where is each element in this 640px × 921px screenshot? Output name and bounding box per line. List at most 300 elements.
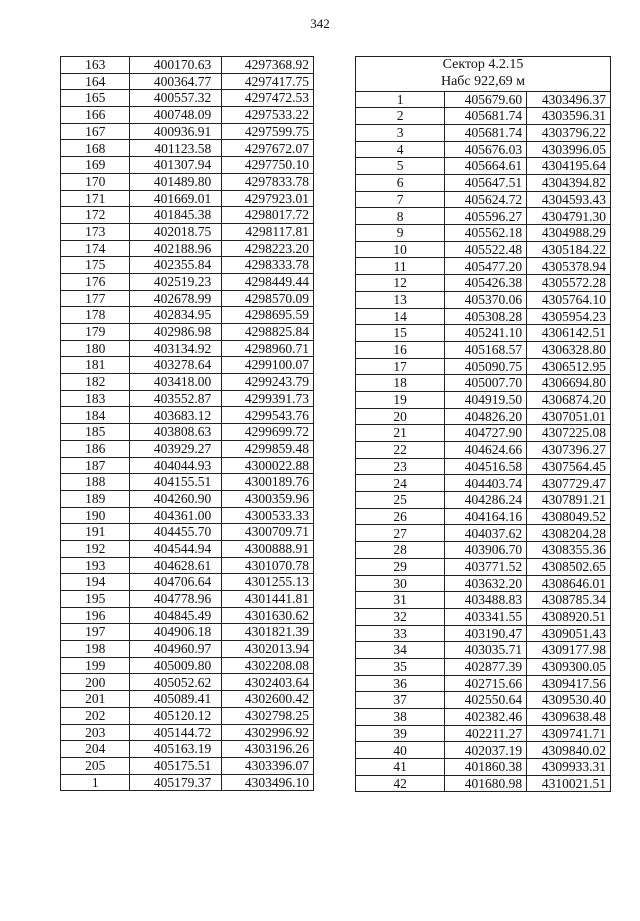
point-number-cell: 204 <box>61 741 130 758</box>
y-coordinate-cell: 4305764.10 <box>527 291 611 308</box>
x-coordinate-cell: 405676.03 <box>445 141 527 158</box>
x-coordinate-cell: 405370.06 <box>445 291 527 308</box>
x-coordinate-cell: 405681.74 <box>445 108 527 125</box>
point-number-cell: 31 <box>356 592 445 609</box>
point-number-cell: 41 <box>356 759 445 776</box>
table-row <box>61 507 314 524</box>
y-coordinate-cell: 4309741.71 <box>527 725 611 742</box>
x-coordinate-cell: 403906.70 <box>445 542 527 559</box>
table-row <box>356 175 611 192</box>
table-row <box>356 158 611 175</box>
y-coordinate-cell: 4300359.96 <box>222 490 314 507</box>
point-number-cell: 30 <box>356 575 445 592</box>
x-coordinate-cell: 404361.00 <box>130 507 222 524</box>
y-coordinate-cell: 4308355.36 <box>527 542 611 559</box>
table-row <box>61 707 314 724</box>
point-number-cell: 166 <box>61 107 130 124</box>
table-row <box>61 490 314 507</box>
x-coordinate-cell: 403771.52 <box>445 558 527 575</box>
x-coordinate-cell: 405168.57 <box>445 341 527 358</box>
point-number-cell: 171 <box>61 190 130 207</box>
point-number-cell: 9 <box>356 225 445 242</box>
x-coordinate-cell: 404544.94 <box>130 540 222 557</box>
x-coordinate-cell: 402211.27 <box>445 725 527 742</box>
point-number-cell: 185 <box>61 424 130 441</box>
y-coordinate-cell: 4303396.07 <box>222 757 314 774</box>
point-number-cell: 23 <box>356 458 445 475</box>
x-coordinate-cell: 405681.74 <box>445 124 527 141</box>
x-coordinate-cell: 404155.51 <box>130 474 222 491</box>
table-row <box>61 223 314 240</box>
table-row <box>356 258 611 275</box>
y-coordinate-cell: 4304593.43 <box>527 191 611 208</box>
y-coordinate-cell: 4309638.48 <box>527 709 611 726</box>
x-coordinate-cell: 404037.62 <box>445 525 527 542</box>
point-number-cell: 181 <box>61 357 130 374</box>
point-number-cell: 32 <box>356 608 445 625</box>
table-row <box>356 275 611 292</box>
table-row <box>61 540 314 557</box>
y-coordinate-cell: 4300709.71 <box>222 524 314 541</box>
table-row <box>61 474 314 491</box>
table-row <box>61 657 314 674</box>
y-coordinate-cell: 4298449.44 <box>222 273 314 290</box>
point-number-cell: 10 <box>356 241 445 258</box>
point-number-cell: 173 <box>61 223 130 240</box>
table-row <box>356 124 611 141</box>
y-coordinate-cell: 4309051.43 <box>527 625 611 642</box>
x-coordinate-cell: 404919.50 <box>445 391 527 408</box>
table-row <box>61 190 314 207</box>
point-number-cell: 167 <box>61 123 130 140</box>
y-coordinate-cell: 4307051.01 <box>527 408 611 425</box>
table-row <box>356 692 611 709</box>
x-coordinate-cell: 402355.84 <box>130 257 222 274</box>
y-coordinate-cell: 4309530.40 <box>527 692 611 709</box>
table-row <box>61 173 314 190</box>
y-coordinate-cell: 4303596.31 <box>527 108 611 125</box>
x-coordinate-cell: 404624.66 <box>445 442 527 459</box>
table-row <box>61 691 314 708</box>
y-coordinate-cell: 4307396.27 <box>527 442 611 459</box>
table-row <box>356 325 611 342</box>
y-coordinate-cell: 4305378.94 <box>527 258 611 275</box>
y-coordinate-cell: 4297923.01 <box>222 190 314 207</box>
x-coordinate-cell: 404260.90 <box>130 490 222 507</box>
y-coordinate-cell: 4300022.88 <box>222 457 314 474</box>
y-coordinate-cell: 4306328.80 <box>527 341 611 358</box>
point-number-cell: 200 <box>61 674 130 691</box>
y-coordinate-cell: 4308920.51 <box>527 608 611 625</box>
table-row <box>61 240 314 257</box>
point-number-cell: 11 <box>356 258 445 275</box>
table-row <box>356 241 611 258</box>
point-number-cell: 205 <box>61 757 130 774</box>
table-row <box>61 273 314 290</box>
point-number-cell: 194 <box>61 574 130 591</box>
point-number-cell: 203 <box>61 724 130 741</box>
point-number-cell: 165 <box>61 90 130 107</box>
point-number-cell: 15 <box>356 325 445 342</box>
point-number-cell: 4 <box>356 141 445 158</box>
y-coordinate-cell: 4298825.84 <box>222 324 314 341</box>
y-coordinate-cell: 4303796.22 <box>527 124 611 141</box>
y-coordinate-cell: 4306694.80 <box>527 375 611 392</box>
table-row <box>356 575 611 592</box>
table-row <box>356 508 611 525</box>
point-number-cell: 2 <box>356 108 445 125</box>
y-coordinate-cell: 4304394.82 <box>527 175 611 192</box>
point-number-cell: 29 <box>356 558 445 575</box>
y-coordinate-cell: 4298117.81 <box>222 223 314 240</box>
point-number-cell: 12 <box>356 275 445 292</box>
y-coordinate-cell: 4302208.08 <box>222 657 314 674</box>
y-coordinate-cell: 4303996.05 <box>527 141 611 158</box>
x-coordinate-cell: 404516.58 <box>445 458 527 475</box>
y-coordinate-cell: 4308049.52 <box>527 508 611 525</box>
sector-header-row <box>356 57 611 92</box>
x-coordinate-cell: 405562.18 <box>445 225 527 242</box>
y-coordinate-cell: 4299543.76 <box>222 407 314 424</box>
point-number-cell: 36 <box>356 675 445 692</box>
y-coordinate-cell: 4304791.30 <box>527 208 611 225</box>
table-row <box>61 774 314 791</box>
point-number-cell: 163 <box>61 57 130 74</box>
x-coordinate-cell: 404845.49 <box>130 607 222 624</box>
x-coordinate-cell: 405090.75 <box>445 358 527 375</box>
point-number-cell: 190 <box>61 507 130 524</box>
table-row <box>356 341 611 358</box>
y-coordinate-cell: 4305572.28 <box>527 275 611 292</box>
x-coordinate-cell: 400170.63 <box>130 57 222 74</box>
table-row <box>61 591 314 608</box>
table-row <box>61 574 314 591</box>
table-row <box>61 374 314 391</box>
point-number-cell: 5 <box>356 158 445 175</box>
x-coordinate-cell: 401845.38 <box>130 207 222 224</box>
y-coordinate-cell: 4307891.21 <box>527 492 611 509</box>
point-number-cell: 8 <box>356 208 445 225</box>
point-number-cell: 1 <box>61 774 130 791</box>
y-coordinate-cell: 4307225.08 <box>527 425 611 442</box>
point-number-cell: 176 <box>61 273 130 290</box>
x-coordinate-cell: 402678.99 <box>130 290 222 307</box>
x-coordinate-cell: 404628.61 <box>130 557 222 574</box>
y-coordinate-cell: 4303496.10 <box>222 774 314 791</box>
table-row <box>356 525 611 542</box>
x-coordinate-cell: 405175.51 <box>130 757 222 774</box>
y-coordinate-cell: 4297599.75 <box>222 123 314 140</box>
point-number-cell: 35 <box>356 658 445 675</box>
y-coordinate-cell: 4304988.29 <box>527 225 611 242</box>
table-row <box>356 458 611 475</box>
x-coordinate-cell: 400936.91 <box>130 123 222 140</box>
point-number-cell: 20 <box>356 408 445 425</box>
table-row <box>356 141 611 158</box>
left-coordinates-table <box>60 56 314 791</box>
table-row <box>61 607 314 624</box>
table-row <box>61 340 314 357</box>
x-coordinate-cell: 402519.23 <box>130 273 222 290</box>
table-row <box>356 391 611 408</box>
sector-title: Сектор 4.2.15 <box>442 57 524 72</box>
y-coordinate-cell: 4303496.37 <box>527 91 611 108</box>
x-coordinate-cell: 404906.18 <box>130 624 222 641</box>
point-number-cell: 21 <box>356 425 445 442</box>
x-coordinate-cell: 404455.70 <box>130 524 222 541</box>
x-coordinate-cell: 402550.64 <box>445 692 527 709</box>
point-number-cell: 39 <box>356 725 445 742</box>
x-coordinate-cell: 405624.72 <box>445 191 527 208</box>
x-coordinate-cell: 403035.71 <box>445 642 527 659</box>
y-coordinate-cell: 4306512.95 <box>527 358 611 375</box>
y-coordinate-cell: 4297833.78 <box>222 173 314 190</box>
y-coordinate-cell: 4309933.31 <box>527 759 611 776</box>
x-coordinate-cell: 402986.98 <box>130 324 222 341</box>
y-coordinate-cell: 4297533.22 <box>222 107 314 124</box>
y-coordinate-cell: 4300189.76 <box>222 474 314 491</box>
point-number-cell: 37 <box>356 692 445 709</box>
x-coordinate-cell: 405007.70 <box>445 375 527 392</box>
table-row <box>356 725 611 742</box>
table-row <box>356 759 611 776</box>
point-number-cell: 191 <box>61 524 130 541</box>
y-coordinate-cell: 4308785.34 <box>527 592 611 609</box>
x-coordinate-cell: 400748.09 <box>130 107 222 124</box>
y-coordinate-cell: 4301441.81 <box>222 591 314 608</box>
point-number-cell: 164 <box>61 73 130 90</box>
x-coordinate-cell: 401123.58 <box>130 140 222 157</box>
point-number-cell: 195 <box>61 591 130 608</box>
point-number-cell: 174 <box>61 240 130 257</box>
x-coordinate-cell: 403134.92 <box>130 340 222 357</box>
page-number: 342 <box>310 16 330 31</box>
table-row <box>61 724 314 741</box>
table-row <box>356 742 611 759</box>
y-coordinate-cell: 4303196.26 <box>222 741 314 758</box>
point-number-cell: 183 <box>61 390 130 407</box>
y-coordinate-cell: 4298695.59 <box>222 307 314 324</box>
x-coordinate-cell: 405179.37 <box>130 774 222 791</box>
y-coordinate-cell: 4302013.94 <box>222 641 314 658</box>
y-coordinate-cell: 4299100.07 <box>222 357 314 374</box>
y-coordinate-cell: 4306874.20 <box>527 391 611 408</box>
table-row <box>356 709 611 726</box>
x-coordinate-cell: 404960.97 <box>130 641 222 658</box>
x-coordinate-cell: 403632.20 <box>445 575 527 592</box>
y-coordinate-cell: 4297417.75 <box>222 73 314 90</box>
point-number-cell: 34 <box>356 642 445 659</box>
y-coordinate-cell: 4309840.02 <box>527 742 611 759</box>
x-coordinate-cell: 405144.72 <box>130 724 222 741</box>
y-coordinate-cell: 4309177.98 <box>527 642 611 659</box>
x-coordinate-cell: 403278.64 <box>130 357 222 374</box>
y-coordinate-cell: 4297472.53 <box>222 90 314 107</box>
point-number-cell: 192 <box>61 540 130 557</box>
table-row <box>61 624 314 641</box>
point-number-cell: 7 <box>356 191 445 208</box>
table-row <box>356 108 611 125</box>
point-number-cell: 24 <box>356 475 445 492</box>
y-coordinate-cell: 4309300.05 <box>527 658 611 675</box>
table-row <box>61 424 314 441</box>
point-number-cell: 175 <box>61 257 130 274</box>
x-coordinate-cell: 402877.39 <box>445 658 527 675</box>
table-row <box>356 592 611 609</box>
table-row <box>61 307 314 324</box>
table-row <box>61 757 314 774</box>
x-coordinate-cell: 405120.12 <box>130 707 222 724</box>
x-coordinate-cell: 405089.41 <box>130 691 222 708</box>
y-coordinate-cell: 4305184.22 <box>527 241 611 258</box>
point-number-cell: 189 <box>61 490 130 507</box>
point-number-cell: 25 <box>356 492 445 509</box>
point-number-cell: 188 <box>61 474 130 491</box>
table-row <box>356 475 611 492</box>
table-row <box>356 658 611 675</box>
table-row <box>356 775 611 792</box>
y-coordinate-cell: 4298333.78 <box>222 257 314 274</box>
x-coordinate-cell: 405163.19 <box>130 741 222 758</box>
point-number-cell: 201 <box>61 691 130 708</box>
point-number-cell: 168 <box>61 140 130 157</box>
point-number-cell: 40 <box>356 742 445 759</box>
y-coordinate-cell: 4308646.01 <box>527 575 611 592</box>
table-row <box>61 407 314 424</box>
point-number-cell: 169 <box>61 157 130 174</box>
point-number-cell: 196 <box>61 607 130 624</box>
table-row <box>356 91 611 108</box>
y-coordinate-cell: 4299699.72 <box>222 424 314 441</box>
x-coordinate-cell: 402715.66 <box>445 675 527 692</box>
x-coordinate-cell: 404044.93 <box>130 457 222 474</box>
x-coordinate-cell: 403552.87 <box>130 390 222 407</box>
x-coordinate-cell: 403190.47 <box>445 625 527 642</box>
point-number-cell: 199 <box>61 657 130 674</box>
x-coordinate-cell: 403488.83 <box>445 592 527 609</box>
table-row <box>61 674 314 691</box>
y-coordinate-cell: 4299859.48 <box>222 440 314 457</box>
x-coordinate-cell: 405647.51 <box>445 175 527 192</box>
x-coordinate-cell: 401860.38 <box>445 759 527 776</box>
point-number-cell: 186 <box>61 440 130 457</box>
x-coordinate-cell: 402188.96 <box>130 240 222 257</box>
point-number-cell: 38 <box>356 709 445 726</box>
table-row <box>356 308 611 325</box>
point-number-cell: 3 <box>356 124 445 141</box>
x-coordinate-cell: 404286.24 <box>445 492 527 509</box>
x-coordinate-cell: 402834.95 <box>130 307 222 324</box>
table-row <box>356 425 611 442</box>
y-coordinate-cell: 4301070.78 <box>222 557 314 574</box>
point-number-cell: 178 <box>61 307 130 324</box>
table-row <box>61 741 314 758</box>
point-number-cell: 182 <box>61 374 130 391</box>
point-number-cell: 170 <box>61 173 130 190</box>
x-coordinate-cell: 401307.94 <box>130 157 222 174</box>
point-number-cell: 177 <box>61 290 130 307</box>
y-coordinate-cell: 4305954.23 <box>527 308 611 325</box>
table-row <box>356 675 611 692</box>
x-coordinate-cell: 401680.98 <box>445 775 527 792</box>
point-number-cell: 42 <box>356 775 445 792</box>
y-coordinate-cell: 4300888.91 <box>222 540 314 557</box>
x-coordinate-cell: 400364.77 <box>130 73 222 90</box>
point-number-cell: 26 <box>356 508 445 525</box>
point-number-cell: 202 <box>61 707 130 724</box>
x-coordinate-cell: 405308.28 <box>445 308 527 325</box>
x-coordinate-cell: 401489.80 <box>130 173 222 190</box>
x-coordinate-cell: 403929.27 <box>130 440 222 457</box>
table-row <box>61 107 314 124</box>
table-row <box>61 90 314 107</box>
table-row <box>356 608 611 625</box>
x-coordinate-cell: 403683.12 <box>130 407 222 424</box>
x-coordinate-cell: 405426.38 <box>445 275 527 292</box>
table-row <box>356 375 611 392</box>
x-coordinate-cell: 403808.63 <box>130 424 222 441</box>
y-coordinate-cell: 4302600.42 <box>222 691 314 708</box>
x-coordinate-cell: 400557.32 <box>130 90 222 107</box>
y-coordinate-cell: 4301255.13 <box>222 574 314 591</box>
table-row <box>61 123 314 140</box>
table-row <box>61 73 314 90</box>
table-row <box>61 440 314 457</box>
x-coordinate-cell: 405241.10 <box>445 325 527 342</box>
y-coordinate-cell: 4298570.09 <box>222 290 314 307</box>
point-number-cell: 27 <box>356 525 445 542</box>
table-row <box>61 257 314 274</box>
point-number-cell: 17 <box>356 358 445 375</box>
sector-header <box>356 57 611 92</box>
x-coordinate-cell: 405477.20 <box>445 258 527 275</box>
point-number-cell: 28 <box>356 542 445 559</box>
table-row <box>61 157 314 174</box>
y-coordinate-cell: 4299391.73 <box>222 390 314 407</box>
table-row <box>61 324 314 341</box>
y-coordinate-cell: 4307564.45 <box>527 458 611 475</box>
table-row <box>356 225 611 242</box>
table-row <box>356 408 611 425</box>
table-row <box>61 641 314 658</box>
x-coordinate-cell: 402037.19 <box>445 742 527 759</box>
y-coordinate-cell: 4309417.56 <box>527 675 611 692</box>
y-coordinate-cell: 4307729.47 <box>527 475 611 492</box>
table-row <box>356 625 611 642</box>
point-number-cell: 13 <box>356 291 445 308</box>
y-coordinate-cell: 4297368.92 <box>222 57 314 74</box>
y-coordinate-cell: 4302403.64 <box>222 674 314 691</box>
right-coordinates-table <box>355 56 611 792</box>
point-number-cell: 193 <box>61 557 130 574</box>
table-row <box>61 357 314 374</box>
table-row <box>61 557 314 574</box>
table-row <box>356 291 611 308</box>
y-coordinate-cell: 4302996.92 <box>222 724 314 741</box>
table-row <box>356 191 611 208</box>
table-row <box>356 358 611 375</box>
point-number-cell: 16 <box>356 341 445 358</box>
x-coordinate-cell: 404706.64 <box>130 574 222 591</box>
table-row <box>61 207 314 224</box>
table-row <box>61 390 314 407</box>
point-number-cell: 184 <box>61 407 130 424</box>
point-number-cell: 33 <box>356 625 445 642</box>
table-row <box>356 442 611 459</box>
x-coordinate-cell: 405052.62 <box>130 674 222 691</box>
point-number-cell: 180 <box>61 340 130 357</box>
point-number-cell: 197 <box>61 624 130 641</box>
